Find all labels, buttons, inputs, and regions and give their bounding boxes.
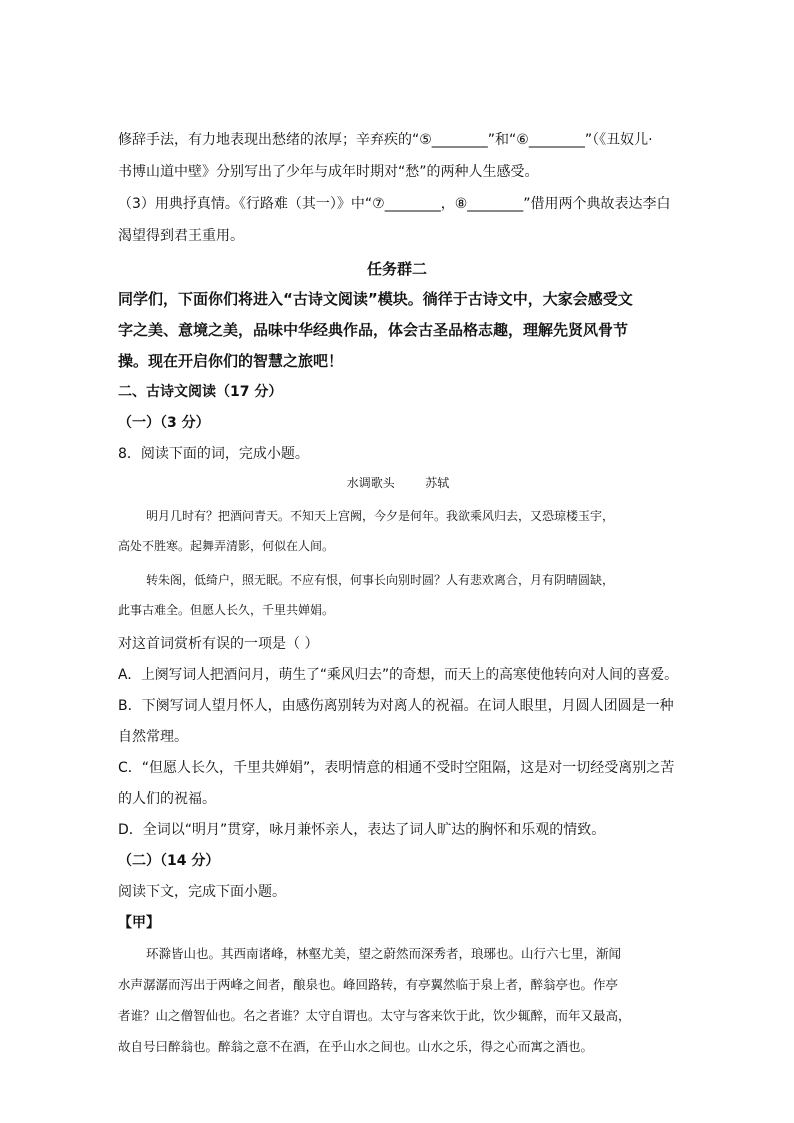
option-a: A．上阕写词人把酒问月，萌生了“乘风归去”的奇想，而天上的高寒使他转向对人间的喜爱。 bbox=[118, 667, 678, 683]
question-7-line-3: （3）用典抒真情。《行路难（其一）》中“⑦________，⑧________”借用两个典故表达李白 bbox=[118, 196, 671, 212]
question-7-line-1: 修辞手法，有力地表现出愁绪的浓厚；辛弃疾的“⑤________”和“⑥________”（《丑奴儿· bbox=[118, 132, 653, 148]
text-jia-line-1: 环滁皆山也。其西南诸峰，林壑尤美，望之蔚然而深秀者，琅琊也。山行六七里，渐闻 bbox=[146, 946, 622, 961]
question-7-line-2: 书博山道中壁》分别写出了少年与成年时期对“愁”的两种人生感受。 bbox=[118, 164, 539, 180]
poem-line-2: 高处不胜寒。起舞弄清影，何似在人间。 bbox=[118, 539, 335, 553]
intro-line-2: 字之美、意境之美，品味中华经典作品，体会古圣品格志趣，理解先贤风骨节 bbox=[118, 321, 629, 339]
option-c-line-1: C．“但愿人长久，千里共婵娟”，表明情意的相通不受时空阻隔，这是对一切经受离别之苦 bbox=[118, 760, 675, 776]
task-group-title: 任务群二 bbox=[366, 260, 427, 278]
option-c-line-2: 的人们的祝福。 bbox=[118, 791, 216, 807]
poem-line-1: 明月几时有？把酒问青天。不知天上宫阙，今夕是何年。我欲乘风归去，又恐琼楼玉宇， bbox=[146, 509, 615, 523]
text-jia-label: 【甲】 bbox=[118, 915, 160, 931]
text-jia-line-3: 者谁？山之僧智仙也。名之者谁？太守自谓也。太守与客来饮于此，饮少辄醉，而年又最高， bbox=[118, 1008, 631, 1023]
option-b-line-2: 自然常理。 bbox=[118, 729, 188, 745]
section-title: 二、古诗文阅读（17 分） bbox=[118, 384, 283, 400]
part-2-title: （二）（14 分） bbox=[118, 853, 220, 869]
part-1-title: （一）（3 分） bbox=[118, 415, 210, 431]
question-8-stem: 对这首词赏析有误的一项是（ ） bbox=[118, 636, 319, 652]
option-d: D．全词以“明月”贯穿，咏月兼怀亲人，表达了词人旷达的胸怀和乐观的情致。 bbox=[118, 822, 606, 838]
question-8-prompt: 8．阅读下面的词，完成小题。 bbox=[118, 446, 309, 462]
intro-line-1: 同学们，下面你们将进入“古诗文阅读”模块。徜徉于古诗文中，大家会感受文 bbox=[118, 290, 633, 308]
option-b-line-1: B．下阕写词人望月怀人，由感伤离别转为对离人的祝福。在词人眼里，月圆人团圆是一种 bbox=[118, 698, 674, 714]
intro-line-3: 操。现在开启你们的智慧之旅吧！ bbox=[118, 352, 344, 370]
question-7-line-4: 渴望得到君王重用。 bbox=[118, 228, 244, 244]
poem-line-4: 此事古难全。但愿人长久，千里共婵娟。 bbox=[118, 603, 335, 617]
text-jia-line-4: 故自号曰醉翁也。醉翁之意不在酒，在乎山水之间也。山水之乐，得之心而寓之酒也。 bbox=[118, 1039, 594, 1054]
poem-line-3: 转朱阁，低绮户，照无眠。不应有恨，何事长向别时圆？人有悲欢离合，月有阴晴圆缺， bbox=[146, 573, 615, 587]
text-jia-line-2: 水声潺潺而泻出于两峰之间者，酿泉也。峰回路转，有亭翼然临于泉上者，醉翁亭也。作亭 bbox=[118, 977, 619, 992]
poem-title: 水调歌头 苏轼 bbox=[346, 476, 450, 490]
reading-prompt: 阅读下文，完成下面小题。 bbox=[118, 884, 286, 900]
